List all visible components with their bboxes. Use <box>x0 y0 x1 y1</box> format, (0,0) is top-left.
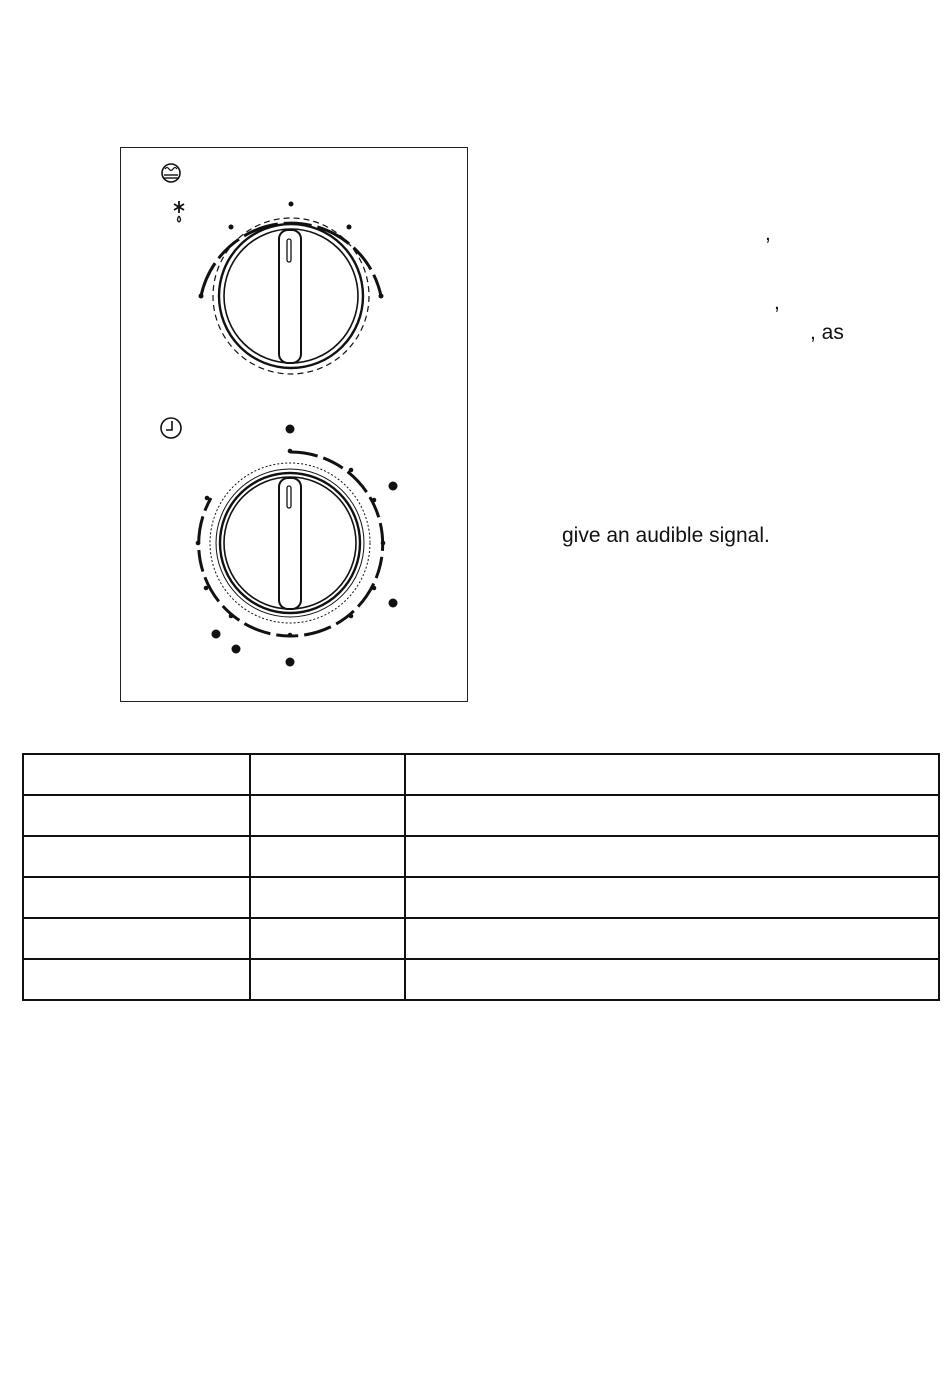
text-fragment-comma-1: , <box>765 222 771 245</box>
text-fragment-comma-2: , <box>774 291 780 314</box>
table-row <box>23 918 939 959</box>
table-cell <box>250 795 405 836</box>
table-row <box>23 959 939 1000</box>
table-cell <box>250 877 405 918</box>
table-cell <box>23 877 250 918</box>
oven-grill-icon <box>162 164 180 182</box>
table-row <box>23 877 939 918</box>
table-cell <box>23 959 250 1000</box>
table-row <box>23 754 939 795</box>
table-cell <box>23 918 250 959</box>
function-selector-knob <box>199 202 384 375</box>
table-cell <box>405 877 939 918</box>
table-row <box>23 795 939 836</box>
table-cell <box>250 959 405 1000</box>
timer-knob <box>196 425 398 667</box>
settings-table <box>22 753 940 1001</box>
table-cell <box>405 959 939 1000</box>
text-fragment-as: , as <box>810 321 844 344</box>
table-cell <box>23 795 250 836</box>
table-cell <box>250 754 405 795</box>
control-panel-illustration <box>120 147 468 702</box>
table-cell <box>250 918 405 959</box>
clock-icon <box>161 418 181 438</box>
table-cell <box>405 795 939 836</box>
table-cell <box>250 836 405 877</box>
snowflake-drop-icon <box>174 201 184 222</box>
table-cell <box>405 836 939 877</box>
table-cell <box>23 754 250 795</box>
table-cell <box>23 836 250 877</box>
table-cell <box>405 754 939 795</box>
table-cell <box>405 918 939 959</box>
audible-signal-text: give an audible signal. <box>562 524 770 547</box>
table-row <box>23 836 939 877</box>
